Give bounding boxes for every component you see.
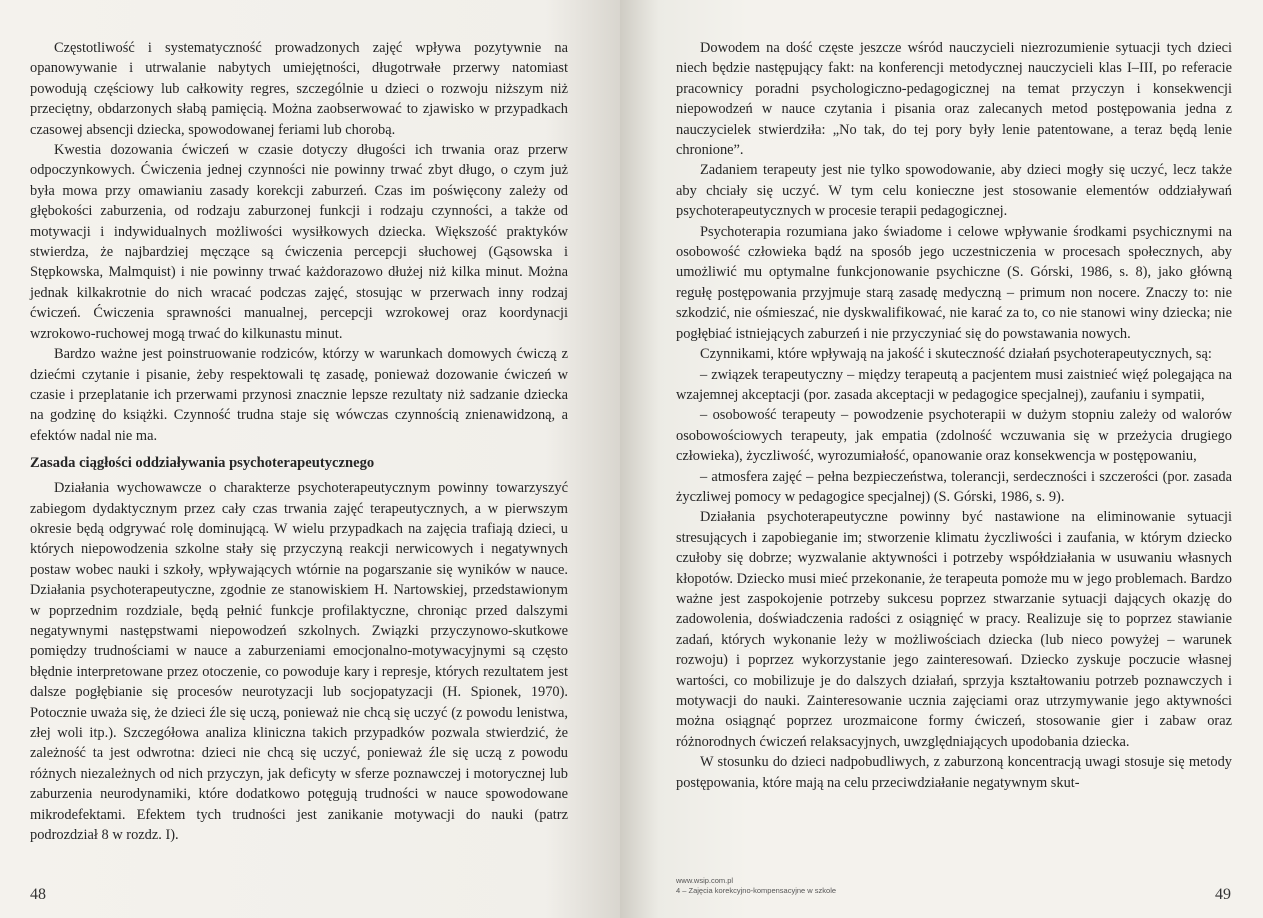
paragraph: Działania wychowawcze o charakterze psychoterapeutycznym powinny towarzyszyć zabiegom dydaktycznym przez cały czas trwania zajęć terapeutycznych, a w pierwszym okresie będą odgrywać rolę dominującą. W wielu przypadkach na zajęcia trafiają dzieci, u których niepowodzenia szkolne stały się przyczyną reakcji nerwicowych i negatywnych postaw wobec nauki i szkoły, wpływających wtórnie na pogarszanie się wyników w nauce. Działania psychoterapeutyczne, zgodnie ze stanowiskiem H. Nartowskiej, przedstawionym w poprzednim rozdziale, będą pełnić funkcje profilaktyczne, chroniąc przed dalszymi negatywnymi następstwami niepowodzeń szkolnych. Związki przyczynowo-skutkowe pomiędzy trudnościami w nauce a zaburzeniami emocjonalno-motywacyjnymi są często błędnie interpretowane przez otoczenie, co powoduje kary i represje, których rezultatem jest dalsze pogłębianie się procesów neurotyzacji lub socjopatyzacji (H. Spionek, 1970). Potocznie uważa się, że dzieci źle się uczą, ponieważ nie chcą się uczyć (z powodu lenistwa, złej woli itp.). Szczegółowa analiza kliniczna takich przypadków pozwala stwierdzić, że zależność ta jest odwrotna: dzieci nie chcą się uczyć, ponieważ źle się uczą z powodu różnych niezależnych od nich przyczyn, jak deficyty w sferze poznawczej i motorycznej lub zaburzenia neurodynamiki, które dodatkowo potęgują trudności w nauce spowodowane mikrodefektami. Efektem tych trudności jest zanikanie motywacji do nauki (patrz podrozdział 8 w rozdz. I). [30,480,568,844]
paragraph: Działania psychoterapeutyczne powinny być nastawione na eliminowanie sytuacji stresujących i zapobieganie im; stworzenie klimatu życzliwości i zaufania, w którym dziecko czułoby się dobrze; wyzwalanie aktywności i potrzeby współdziałania w usuwaniu własnych kłopotów. Dziecko musi mieć przekonanie, że terapeuta pomoże mu w jego problemach. Bardzo ważne jest zaspokojenie potrzeby sukcesu poprzez stwarzanie sytuacji dających okazję do zadowolenia, doświadczenia radości z osiągnięć w pracy. Realizuje się to poprzez stawianie zadań, których wykonanie leży w możliwościach dziecka (lub nieco powyżej – warunek rozwoju) i poprzez wykorzystanie jego zainteresowań. Dziecko zyskuje poczucie własnej wartości, co mobilizuje je do dalszych działań, sprzyja kształtowaniu potrzeb poznawczych i motywacji do nauki. Zainteresowanie ucznia zajęciami oraz utrzymywanie jego aktywności można osiągnąć poprzez urozmaicone formy ćwiczeń, stosowanie gier i zabaw oraz różnorodnych ćwiczeń relaksacyjnych, uwzględniających upodobania dziecka. [676,509,1232,750]
paragraph: Zadaniem terapeuty jest nie tylko spowodowanie, aby dzieci mogły się uczyć, lecz także aby chciały się uczyć. W tym celu konieczne jest stosowanie elementów oddziaływań psychoterapeutycznych w procesie terapii pedagogicznej. [676,162,1232,220]
right-page [620,0,1263,918]
list-item: – osobowość terapeuty – powodzenie psychoterapii w dużym stopniu zależy od walorów osobowościowych terapeuty, jak empatia (zdolność wczuwania się w przeżycia drugiego człowieka), życzliwość, wyrozumiałość, opanowanie oraz konsekwencja w postępowaniu, [676,407,1232,465]
right-page-text [676,38,1232,793]
paragraph: W stosunku do dzieci nadpobudliwych, z zaburzoną koncentracją uwagi stosuje się metody postępowania, które mają na celu przeciwdziałanie negatywnym skut- [676,754,1232,791]
paragraph: Bardzo ważne jest poinstruowanie rodziców, którzy w warunkach domowych ćwiczą z dziećmi czytanie i pisanie, żeby respektowali tę zasadę, ponieważ dozowanie ćwiczeń w czasie i przeplatanie ich przerwami przynosi znacznie lepsze rezultaty niż sadzanie dziecka na godzinę do książki. Czynność trudna staje się wówczas czynnością znienawidzoną, a efektów nadal nie ma. [30,346,568,444]
list-item: – związek terapeutyczny – między terapeutą a pacjentem musi zaistnieć więź polegająca na wzajemnej akceptacji (por. zasada akceptacji w pedagogice specjalnej), zaufaniu i sympatii, [676,366,1232,403]
left-page-text [30,38,568,845]
paragraph: Psychoterapia rozumiana jako świadome i celowe wpływanie środkami psychicznymi na osobowość człowieka bądź na sposób jego uczestniczenia w procesach społecznych, aby umożliwić mu optymalne funkcjonowanie psychiczne (S. Górski, 1986, s. 8), jako główną regułę postępowania przyjmuje starą zasadę medyczną – primum non nocere. Znaczy to: nie szkodzić, nie ośmieszać, nie dyskwalifikować, nie karać za to, co nie stanowi winy dziecka; nie pogłębiać istniejących zaburzeń i nie przyczyniać się do powstawania nowych. [676,223,1232,342]
paragraph: Dowodem na dość częste jeszcze wśród nauczycieli niezrozumienie sytuacji tych dzieci niech będzie następujący fakt: na konferencji metodycznej nauczycieli klas I–III, po referacie pracownicy poradni psychologiczno-pedagogicznej na temat przyczyn i konsekwencji niepowodzeń w nauce czytania i pisania oraz zalecanych metod postępowania jedna z nauczycielek stwierdziła: „No tak, do tej pory były lenie patentowane, a teraz będą lenie chronione”. [676,40,1232,159]
section-heading: Zasada ciągłości oddziaływania psychoterapeutycznego [30,455,375,472]
paragraph: Częstotliwość i systematyczność prowadzonych zajęć wpływa pozytywnie na opanowywanie i utrwalanie nabytych umiejętności, długotrwałe przerwy natomiast powodują częściowy lub całkowity regres, szczególnie u dzieci o rozwoju niższym niż przeciętny, obdarzonych słabą pamięcią. Można zaobserwować to zjawisko w przypadkach czasowej absencji dziecka, spowodowanej feriami lub chorobą. [30,40,568,138]
footer-url: www.wsip.com.pl [676,876,734,885]
paragraph: Kwestia dozowania ćwiczeń w czasie dotyczy długości ich trwania oraz przerw odpoczynkowych. Ćwiczenia jednej czynności nie powinny trwać zbyt długo, o czym już była mowa przy omawianiu zasady korekcji zaburzeń. Czas im poświęcony zależy od głębokości zaburzenia, od rodzaju zaburzonej funkcji i rodzaju czynności, a także od motywacji i indywidualnych możliwości wysiłkowych dziecka. Większość praktyków stwierdza, że najbardziej męczące są ćwiczenia percepcji słuchowej (Gąsowska i Stępkowska, Malmquist) i nie powinny trwać każdorazowo dłużej niż kilka minut. Można jednak kilkakrotnie do nich wracać podczas zajęć, stosując w przerwach inny rodzaj ćwiczeń. Ćwiczenia sprawności manualnej, percepcji wzrokowej oraz koordynacji wzrokowo-ruchowej mogą trwać do kilkunastu minut. [30,142,568,342]
page-footer [676,876,836,896]
paragraph: Czynnikami, które wpływają na jakość i skuteczność działań psychoterapeutycznych, są: [700,346,1212,363]
page-number: 49 [1215,886,1231,903]
footer-title: 4 – Zajęcia korekcyjno-kompensacyjne w szkole [676,886,837,895]
left-page [0,0,620,918]
list-item: – atmosfera zajęć – pełna bezpieczeństwa, tolerancji, serdeczności i szczerości (por. zasada życzliwej pomocy w pedagogice specjalnej) (S. Górski, 1986, s. 9). [676,468,1232,505]
page-number: 48 [30,886,46,903]
